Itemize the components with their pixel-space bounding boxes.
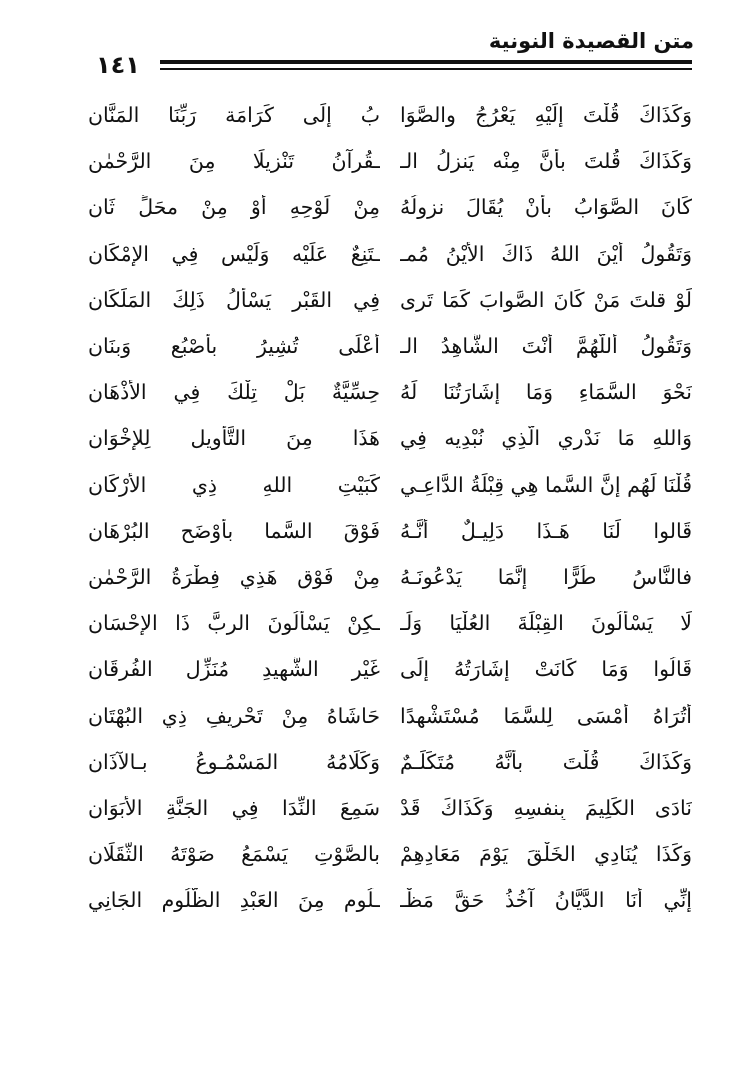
verse-line (88, 415, 692, 461)
verse-first-hemistich: قُلْنَا لَهُم إِنَّ السَّما هِي قِبْلَةُ الدَّاعِـي (400, 472, 692, 497)
verse-line (88, 462, 692, 508)
verse-second-hemistich: حِسِّيَّةٌ بَلْ تِلْكَ فِي الأَذْهَانِ (88, 380, 380, 405)
poem-verses (88, 92, 692, 923)
verse-first-hemistich: كَانَ الصَّوَابُ بأَنْ يُقَالَ نزولُهُ (400, 195, 692, 220)
verse-first-hemistich: إِنِّي أَنَا الدَّيَّانُ آخُذُ حَقَّ مَظْـ (400, 888, 692, 913)
verse-second-hemistich: هَذَا مِنَ التَّأْوِيلِ لِلإِخْوَانِ (88, 426, 380, 451)
verse-first-hemistich: قَالوا لَنَا هَـذَا دَلِيـلٌ أَنَّـهُ (400, 518, 692, 543)
verse-second-hemistich: ـكِنْ يَسْأَلُونَ الربَّ ذَا الإِحْسَانِ (88, 611, 380, 636)
verse-line (88, 508, 692, 554)
verse-line (88, 692, 692, 738)
verse-first-hemistich: وَكَذَاكَ قُلْتَ بأَنَّهُ مُتَكَلِّـمٌ (400, 749, 692, 774)
verse-second-hemistich: حَاشَاهُ مِنْ تَحْرِيفِ ذِي البُهْتَانِ (88, 703, 380, 728)
verse-first-hemistich: نَحْوَ السَّمَاءِ وَمَا إِشَارَتُنَا لَهُ (400, 380, 692, 405)
verse-first-hemistich: قَالُوا وَمَا كَانَتْ إِشَارَتُهُ إِلَى (400, 657, 692, 682)
verse-first-hemistich: وَكَذَاكَ قُلْتَ إِلَيْهِ يَعْرُجُ والصَّوَا (400, 103, 692, 128)
verse-second-hemistich: فِي القَبْرِ يَسْأَلُ ذَلِكَ المَلَكَانِ (88, 287, 380, 312)
verse-line (88, 600, 692, 646)
verse-second-hemistich: ـتَنِعٌ عَلَيْه وَلَيْس فِي الإِمْكَانِ (88, 241, 380, 266)
verse-first-hemistich: وَكَذَا يُنَادِي الخَلْقَ يَوْمَ مَعَادِهِمْ (400, 842, 692, 867)
verse-second-hemistich: وَكَلَامُهُ المَسْمُـوعُ بـالآذَانِ (88, 749, 380, 774)
verse-first-hemistich: وَتَقُولُ أَللَّهُمَّ أَنْتَ الشَّاهِدُ الـ (400, 334, 692, 359)
verse-second-hemistich: مِنْ فَوْقِ هَذِي فِطْرَةُ الرَّحْمٰنِ (88, 564, 380, 589)
verse-line (88, 323, 692, 369)
verse-line (88, 785, 692, 831)
verse-second-hemistich: فَوْقَ السَّما بأَوْضَحِ البُرْهَانِ (88, 518, 380, 543)
verse-second-hemistich: سَمِعَ النِّدَا فِي الجَنَّةِ الأَبَوَانِ (88, 795, 380, 820)
verse-line (88, 877, 692, 923)
verse-first-hemistich: أَتُرَاهُ أَمْسَى لِلسَّمَا مُسْتَشْهِدًا (400, 703, 692, 728)
verse-first-hemistich: لَوْ قلتَ مَنْ كَانَ الصَّوابَ كَمَا تَرى (400, 287, 692, 312)
verse-first-hemistich: وَاللهِ مَا نَدْرِي الَّذِي نُبْدِيه فِي (400, 426, 692, 451)
verse-second-hemistich: غَيْرِ الشَّهِيدِ مُنَزِّلِ الفُرقَانِ (88, 657, 380, 682)
verse-line (88, 369, 692, 415)
verse-second-hemistich: بالصَّوْتِ يَسْمَعُ صَوْتَهُ الثَّقَلَانِ (88, 842, 380, 867)
verse-second-hemistich: بُ إِلَى كَرَامَة رَبِّنَا المَنَّانِ (88, 103, 380, 128)
verse-line (88, 646, 692, 692)
verse-line (88, 554, 692, 600)
verse-line (88, 277, 692, 323)
verse-line (88, 739, 692, 785)
verse-second-hemistich: أَعْلَى تُشِيرُ بأُصْبُعٍ وَبنَانِ (88, 334, 380, 359)
verse-line (88, 138, 692, 184)
verse-line (88, 231, 692, 277)
verse-line (88, 831, 692, 877)
verse-first-hemistich: لَا يَسْأَلُونَ القِبْلَةَ العُلْيَا وَلَـ (400, 611, 692, 636)
verse-second-hemistich: ـلُومٍ مِنَ العَبْدِ الظَّلُومِ الجَانِي (88, 888, 380, 913)
running-title: متن القصيدة النونية (488, 29, 694, 53)
verse-line (88, 92, 692, 138)
verse-first-hemistich: نَادَى الكَلِيمَ بِنفسِهِ وَكَذَاكَ قَدْ (400, 795, 692, 820)
page-number: ١٤١ (96, 51, 140, 79)
verse-second-hemistich: ـقُرآنُ تَنْزِيلًا مِنَ الرَّحْمٰنِ (88, 149, 380, 174)
verse-second-hemistich: مِنْ لَوْحِهِ أَوْ مِنْ محَلٍّ ثَانِ (88, 195, 380, 220)
verse-first-hemistich: فالنَّاسُ طُرًّا إِنَّمَا يَدْعُونَـهُ (400, 564, 692, 589)
verse-second-hemistich: كَبَيْتِ اللهِ ذِي الأَرْكَانِ (88, 472, 380, 497)
verse-line (88, 184, 692, 230)
verse-first-hemistich: وَتَقُولُ أَيْنَ اللهُ ذَاكَ الأَيْنُ مُمـ (400, 241, 692, 266)
header-rule-thin (160, 68, 692, 70)
verse-first-hemistich: وَكَذَاكَ قُلتَ بأَنَّ مِنْه يَنزِلُ الـ (400, 149, 692, 174)
header-rule-thick (160, 60, 692, 64)
